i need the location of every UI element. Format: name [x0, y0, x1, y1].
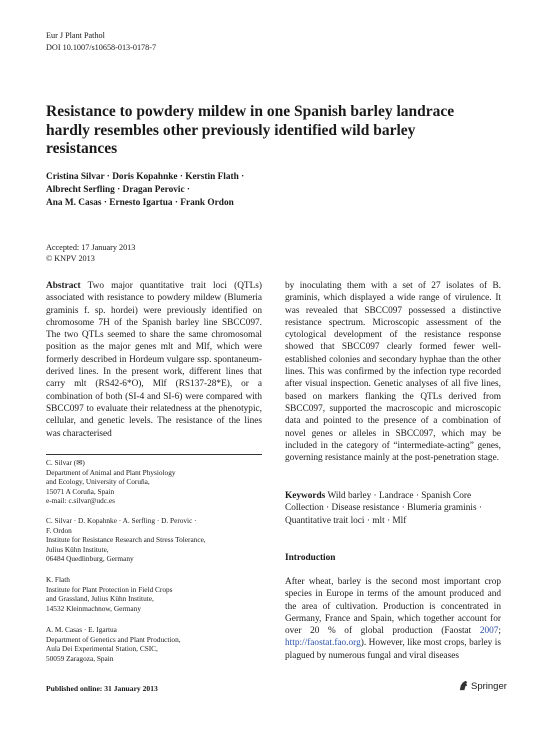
affiliation-line: Aula Dei Experimental Station, CSIC, [46, 644, 158, 654]
abstract-column-1 [46, 280, 262, 440]
copyright: © KNPV 2013 [46, 253, 95, 263]
intro-text-b: ; [498, 626, 501, 637]
keywords-label: Keywords [285, 491, 326, 501]
intro-text-a: After wheat, barley is the second most important crop species in Europe in terms of the amount produced and the area of cultivation. Production is concentrated in Germany, France and Spain, which together account for over 20 % of global production (Faostat [285, 577, 501, 637]
authors-line-1: Cristina Silvar · Doris Kopahnke · Kerstin Flath · [46, 172, 245, 182]
published-online: Published online: 31 January 2013 [46, 684, 158, 693]
introduction-body [285, 576, 501, 662]
footnote-divider [46, 454, 262, 455]
introduction-heading: Introduction [285, 553, 336, 563]
affiliation-line: C. Silvar · D. Kopahnke · A. Serfling · D. Perovic · [46, 516, 197, 525]
abstract-label: Abstract [46, 281, 81, 291]
faostat-url-link[interactable]: http://faostat.fao.org [285, 638, 361, 649]
affiliation-line: 15071 A Coruña, Spain [46, 486, 115, 496]
affiliation-line: K. Flath [46, 575, 70, 584]
affiliation-line: 06484 Quedlinburg, Germany [46, 554, 134, 564]
publisher-name: Springer [471, 681, 507, 692]
affiliation-line: and Ecology, University of Coruña, [46, 477, 150, 487]
affiliation-1 [46, 458, 262, 506]
affiliation-4 [46, 625, 262, 663]
affiliation-line: Julius Kühn Institute, [46, 544, 109, 554]
abstract-column-2 [285, 280, 501, 464]
affiliation-line: F. Ordon [46, 525, 72, 535]
springer-horse-icon [458, 680, 469, 691]
keywords-text: Wild barley · Landrace · Spanish Core Collection · Disease resistance · Blumeria graminis · Quantitative trait loci · mlt · Mlf [285, 491, 482, 526]
email-link[interactable]: e-mail: c.silvar@udc.es [46, 496, 115, 506]
accepted-date: Accepted: 17 January 2013 [46, 243, 136, 252]
keywords-block [285, 490, 501, 527]
authors-line-3: Ana M. Casas · Ernesto Igartua · Frank Ordon [46, 198, 234, 208]
affiliation-line: 14532 Kleinmachnow, Germany [46, 603, 141, 613]
author-list [46, 171, 306, 210]
affiliation-line: and Grassland, Julius Kühn Institute, [46, 594, 154, 604]
affiliation-line: Department of Animal and Plant Physiology [46, 467, 176, 477]
affiliation-line: A. M. Casas · E. Igartua [46, 625, 117, 634]
abstract-text-1: Two major quantitative trait loci (QTLs) associated with resistance to powdery mildew (Blumeria graminis f. sp. hordei) were previously identified on chromosome 7H of the Spanish barley line SBCC097. The two QTLs seemed to share the same chromosomal position as the major genes mlt and Mlf, which were formerly described in Hordeum vulgare ssp. spontaneum-derived lines. In the present work, different lines that carry mlt (RS42-6*O), Mlf (RS137-28*E), or a combination of both (SI-4 and SI-6) were compared with SBCC097 to evaluate their relatedness at the phenotypic, cellular, and genetic levels. The resistance of the lines was characterised [46, 281, 262, 439]
journal-header [46, 30, 156, 53]
affiliation-line: Department of Genetics and Plant Production, [46, 634, 181, 644]
publisher-logo [458, 680, 507, 692]
authors-line-2: Albrecht Serfling · Dragan Perovic · [46, 185, 190, 195]
abstract-text-2: by inoculating them with a set of 27 isolates of B. graminis, which displayed a wide range of virulence. It was revealed that SBCC097 possessed a distinctive resistance spectrum. Microscopic assessment of the cytological development of the resistance response showed that SBCC097 clearly formed fewer well-established colonies and secondary hyphae than the other lines. This was confirmed by the infection type recorded after visual inspection. Genetic analyses of all five lines, based on markers flanking the QTLs derived from SBCC097, supported the macroscopic and microscopic data and pointed to the presence of a combination of novel genes or alleles in SBCC097, which may be included in the category of “intermediate-acting” genes, governing resistance mainly at the post-penetration stage. [285, 281, 501, 464]
affiliation-line: C. Silvar (✉) [46, 458, 85, 467]
affiliation-line: 50059 Zaragoza, Spain [46, 653, 114, 663]
affiliation-line: Institute for Plant Protection in Field Crops [46, 584, 173, 594]
dates-block [46, 243, 135, 264]
journal-name: Eur J Plant Pathol [46, 31, 105, 40]
affiliation-3 [46, 575, 262, 613]
affiliation-2 [46, 516, 262, 564]
article-title: Resistance to powdery mildew in one Spanish barley landrace hardly resembles other previously identified wild barley resistances [46, 103, 455, 157]
doi: DOI 10.1007/s10658-013-0178-7 [46, 42, 157, 52]
affiliation-line: Institute for Resistance Research and Stress Tolerance, [46, 535, 206, 545]
intro-text-c: ). However, like most crops, barley is plagued by numerous fungal and viral diseases [285, 638, 501, 661]
citation-link[interactable]: 2007 [479, 626, 499, 637]
